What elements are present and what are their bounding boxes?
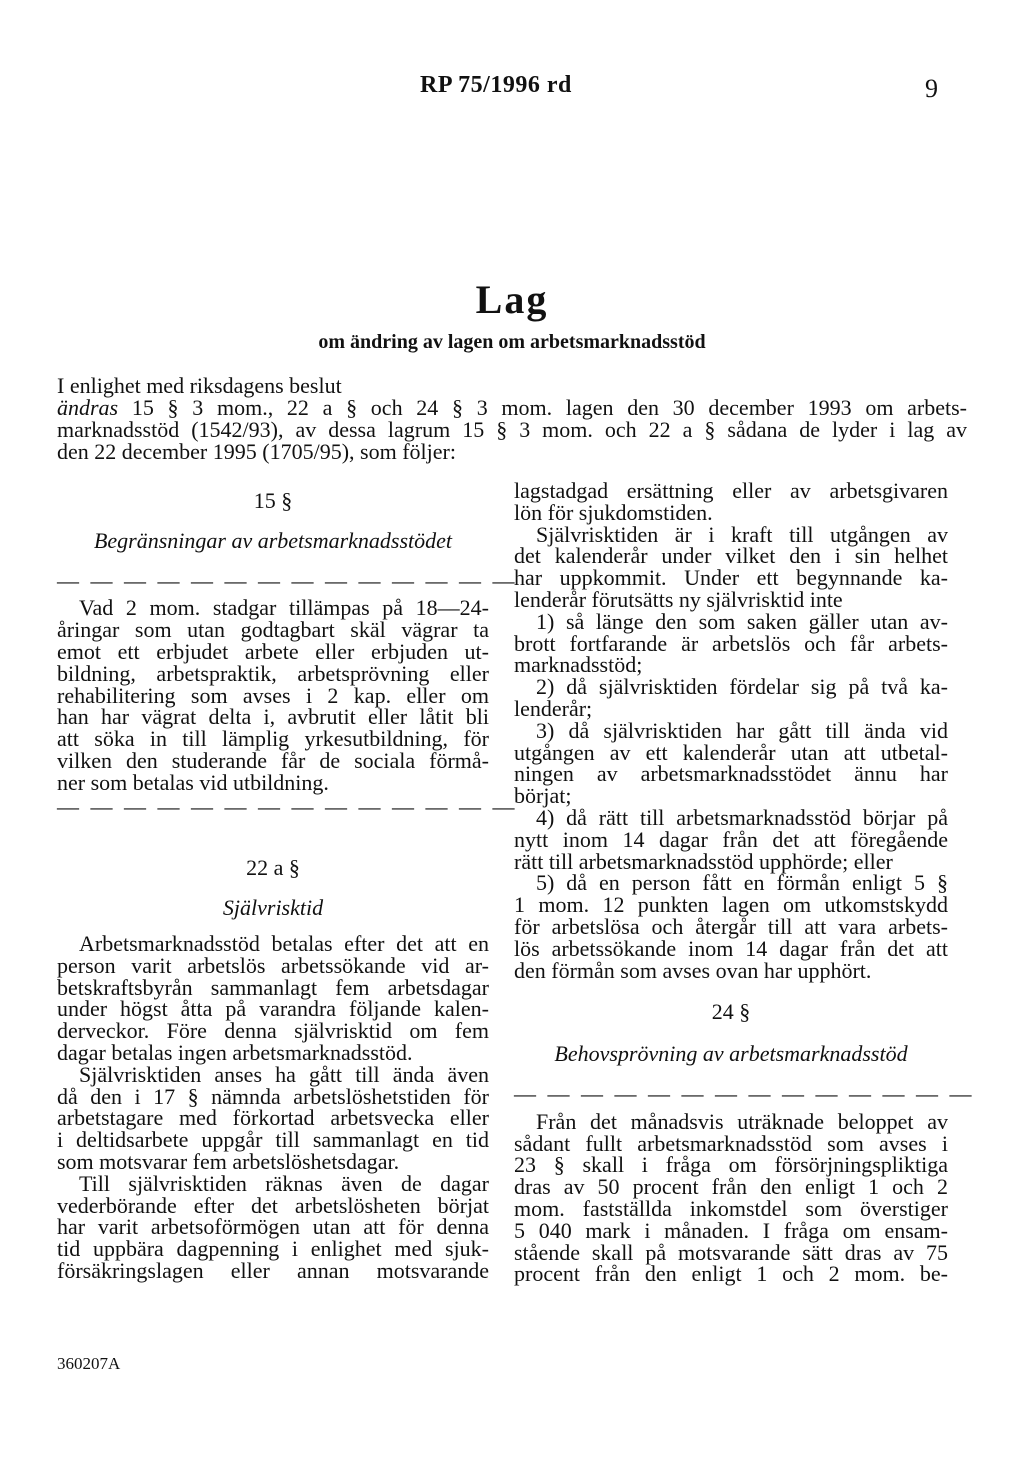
text-line: brott fortfarande är arbetslös och får arbets-: [514, 630, 948, 656]
text-line: stående skall på motsvarande sätt dras av 75: [514, 1239, 948, 1265]
text-line: har varit arbetsoförmögen utan att för denna: [57, 1214, 489, 1240]
text-line: dagar betalas ingen arbetsmarknadsstöd.: [57, 1039, 413, 1065]
text-line: derveckor. Före denna självrisktid om fem: [57, 1018, 489, 1044]
text-line: lenderår;: [514, 695, 593, 721]
law-title: Lag: [475, 277, 549, 322]
intro-verb: ändras: [57, 395, 119, 420]
section-15-heading: 15 §: [253, 488, 293, 513]
text-line: börjat;: [514, 783, 572, 809]
text-line: försäkringslagen eller annan motsvarande: [57, 1257, 489, 1283]
text-line: emot ett erbjudet arbete eller erbjuden ut-: [57, 638, 489, 664]
text-line: mom. fastställda inkomstdel som överstiger: [514, 1195, 948, 1221]
text-line: lös arbetssökande inom 14 dagar från det att: [514, 935, 948, 961]
text-line: lön för sjukdomstiden.: [514, 499, 713, 525]
text-line: vilken den studerande får de sociala förmå-: [57, 747, 489, 773]
intro-paragraph: [57, 375, 967, 463]
section-22a-heading: 22 a §: [246, 855, 300, 881]
text-line: dras av 50 procent från den enligt 1 och 2: [514, 1174, 948, 1200]
section-15-title: Begränsningar av arbetsmarknadsstödet: [93, 527, 453, 553]
text-line: att söka in till lämplig yrkesutbildning, för: [57, 726, 489, 752]
text-line: utgången av ett kalenderår utan att utbetal-: [514, 739, 948, 765]
text-line: bildning, arbetspraktik, arbetsprövning eller: [57, 660, 489, 686]
list-item-4: 4) då rätt till arbetsmarknadsstöd börjar på: [536, 804, 948, 830]
section-22a-title: Självrisktid: [222, 895, 324, 921]
text-line: Från det månadsvis uträknade beloppet av: [536, 1108, 948, 1134]
section-15-text: [57, 597, 489, 793]
text-line: lagstadgad ersättning eller av arbetsgivaren: [514, 478, 948, 503]
text-line: rehabilitering som avses i 2 kap. eller om: [57, 682, 489, 708]
text-line: Arbetsmarknadsstöd betalas efter det att en: [79, 930, 489, 956]
text-line: han har vägrat delta i, avbrutit eller låtit bli: [57, 704, 489, 730]
text-line: Till självrisktiden räknas även de dagar: [79, 1170, 489, 1196]
text-line: Självrisktiden är i kraft till utgången av: [536, 521, 948, 547]
text-line: procent från den enligt 1 och 2 mom. be-: [514, 1261, 948, 1287]
text-line: ningen av arbetsmarknadsstödet ännu har: [514, 761, 948, 787]
text-line: lenderår förutsätts ny självrisktid inte: [514, 586, 843, 612]
section-24-heading: 24 §: [711, 999, 751, 1025]
text-line: betskraftsbyrån sammanlagt fem arbetsdagar: [57, 974, 489, 1000]
page-number: 9: [925, 74, 938, 103]
omission-dashes: — — — — — — — — — — — — — —: [57, 793, 518, 819]
print-code: 360207A: [57, 1354, 121, 1373]
section-22a-text: [57, 930, 489, 1283]
text-line: i deltidsarbete uppgår till sammanlagt en tid: [57, 1127, 489, 1153]
text-line: marknadsstöd;: [514, 652, 643, 678]
text-line: för arbetslösa och återgår till att vara arbets-: [514, 913, 948, 939]
list-item-2: 2) då självrisktiden fördelar sig på två ka-: [536, 674, 948, 700]
text-line: ner som betalas vid utbildning.: [57, 769, 329, 795]
text-line: vederbörande efter det arbetslösheten börjat: [57, 1192, 489, 1218]
omission-dashes: — — — — — — — — — — — — — —: [57, 567, 518, 593]
text-line: som motsvarar fem arbetslöshetsdagar.: [57, 1148, 400, 1174]
text-line: det kalenderår under vilket den i sin helhet: [514, 543, 948, 569]
section-24-title: Behovsprövning av arbetsmarknadsstöd: [554, 1041, 908, 1067]
law-subtitle: om ändring av lagen om arbetsmarknadsstöd: [318, 331, 706, 353]
text-line: Självrisktiden anses ha gått till ända även: [79, 1061, 489, 1087]
intro-line: ändras 15 § 3 mom., 22 a § och 24 § 3 mom. lagen den 30 december 1993 om arbets-: [57, 395, 967, 420]
text-line: har uppkommit. Under ett begynnande ka-: [514, 565, 948, 591]
text-line: nytt inom 14 dagar från det att föregående: [514, 826, 948, 852]
intro-line: I enlighet med riksdagens beslut: [57, 373, 342, 398]
intro-line: marknadsstöd (1542/93), av dessa lagrum 15 § 3 mom. och 22 a § sådana de lyder i lag av: [57, 417, 967, 442]
text-line: under högst åtta på varandra följande kalen-: [57, 996, 489, 1022]
section-24-text: [514, 1108, 948, 1287]
text-line: sådant fullt arbetsmarknadsstöd som avses i: [514, 1130, 948, 1156]
intro-line: den 22 december 1995 (1705/95), som följer:: [57, 439, 456, 464]
list-item-1: 1) så länge den som saken gäller utan av-: [536, 608, 948, 634]
text-line: åringar som utan godtagbart skäl vägrar ta: [57, 617, 489, 643]
text-line: den förmån som avses ovan har upphört.: [514, 957, 872, 983]
text-line: 5 040 mark i månaden. I fråga om ensam-: [514, 1217, 948, 1243]
text-line: Vad 2 mom. stadgar tillämpas på 18—24-: [79, 595, 489, 621]
list-item-3: 3) då självrisktiden har gått till ända vid: [536, 717, 948, 743]
omission-dashes: — — — — — — — — — — — — — —: [514, 1080, 975, 1106]
text-line: tid uppbära dagpenning i enlighet med sjuk-: [57, 1236, 489, 1262]
document-id: RP 75/1996 rd: [420, 72, 572, 98]
text-line: 1 mom. 12 punkten lagen om utkomstskydd: [514, 892, 948, 918]
left-column: [57, 482, 518, 1283]
list-item-5: 5) då en person fått en förmån enligt 5 §: [536, 870, 948, 896]
text-line: person varit arbetslös arbetssökande vid ar-: [57, 952, 489, 978]
text-line: 23 § skall i fråga om försörjningspliktiga: [514, 1152, 948, 1178]
text-line: rätt till arbetsmarknadsstöd upphörde; eller: [514, 848, 893, 874]
right-column: [514, 478, 975, 1287]
text-line: då den i 17 § nämnda arbetslöshetstiden för: [57, 1083, 489, 1109]
text-line: arbetstagare med förkortad arbetsvecka eller: [57, 1105, 489, 1131]
